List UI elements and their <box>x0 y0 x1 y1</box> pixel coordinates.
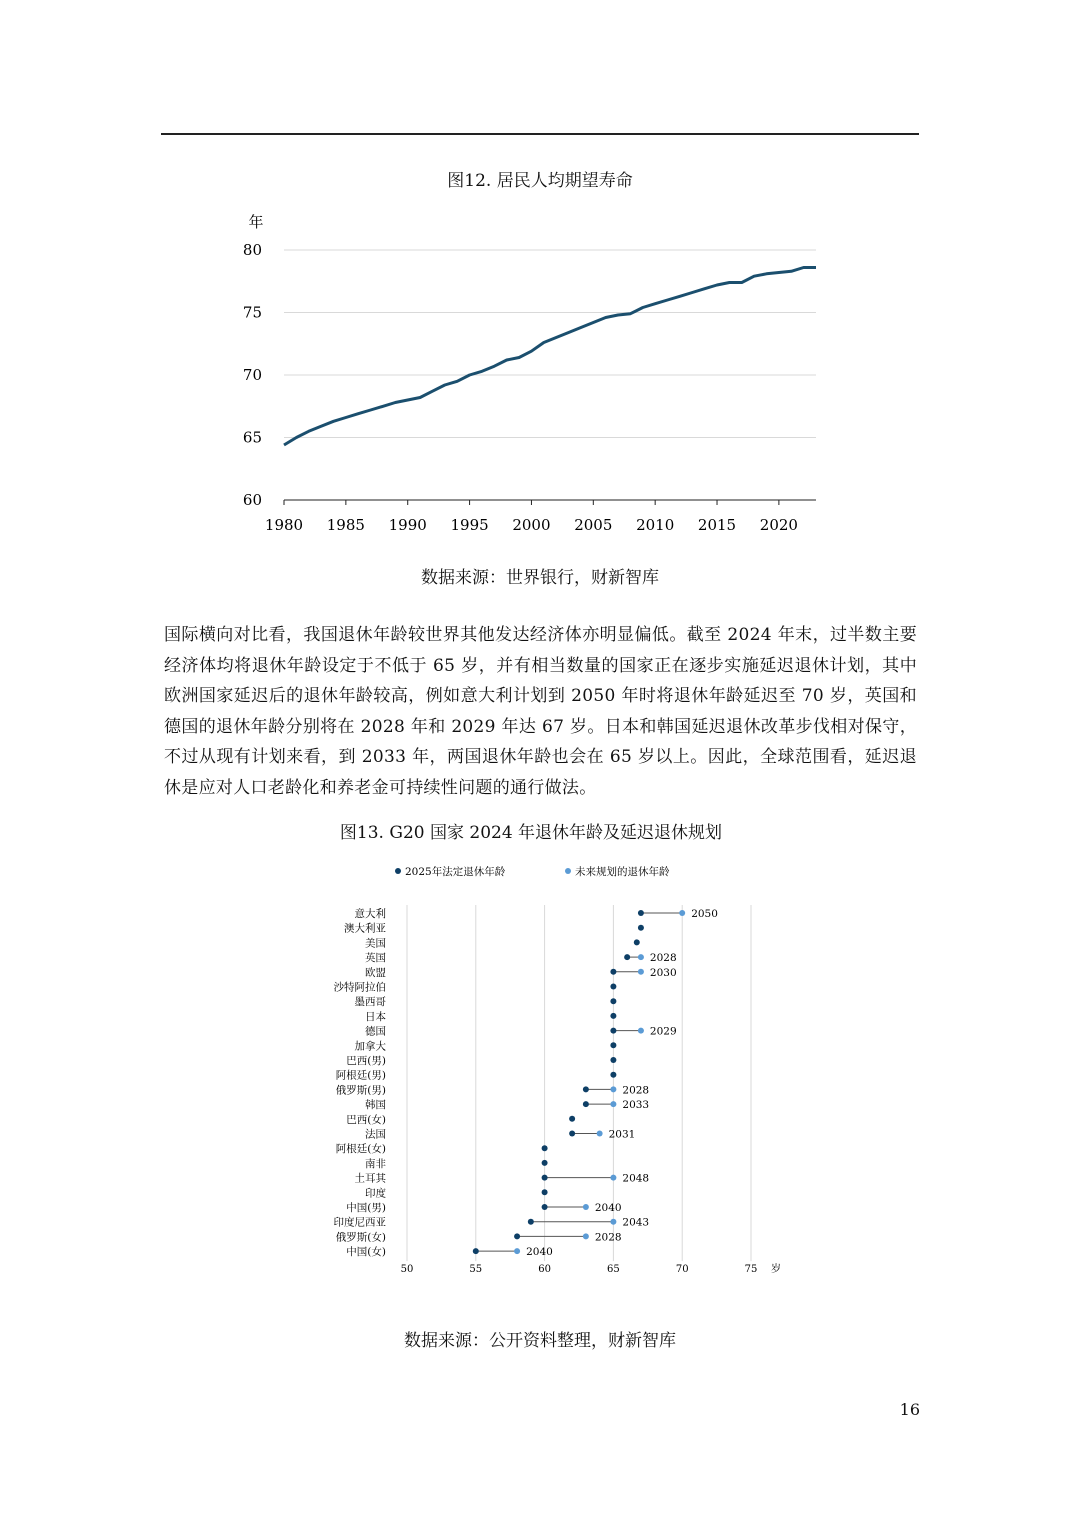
current-age-marker <box>583 1101 589 1107</box>
current-age-marker <box>624 954 630 960</box>
body-paragraph: 国际横向对比看，我国退休年龄较世界其他发达经济体亦明显偏低。截至 2024 年末，过半数主要经济体均将退休年龄设定于不低于 65 岁，并有相当数量的国家正在逐步实施延迟退休计划，其中欧洲国家延迟后的退休年龄较高，例如意大利计划到 2050 年时将退休年龄延迟至 70 岁，英国和德国的退休年龄分别将在 2028 年和 2029 年达 67 岁。日本和韩国延迟退休改革步伐相对保守，不过从现有计划来看，到 2033 年，两国退休年龄也会在 65 岁以上。因此，全球范围看，延迟退休是应对人口老龄化和养老金可持续性问题的通行做法。 <box>164 625 917 798</box>
future-age-marker <box>610 1086 616 1092</box>
future-year-label: 2040 <box>526 1246 553 1259</box>
future-year-label: 2050 <box>691 908 718 920</box>
future-age-marker <box>583 1233 589 1239</box>
page-number: 16 <box>899 1400 920 1419</box>
x-tick-label: 1980 <box>264 516 304 534</box>
future-age-marker <box>514 1248 520 1254</box>
current-age-marker <box>473 1248 479 1254</box>
category-label: 日本 <box>365 1010 386 1023</box>
current-age-marker <box>569 1131 575 1137</box>
y-tick-label: 75 <box>242 303 262 322</box>
current-age-marker <box>542 1189 548 1195</box>
life-expectancy-line <box>284 268 816 446</box>
x-tick-label: 65 <box>607 1264 620 1275</box>
current-age-marker <box>610 1028 616 1034</box>
x-tick-label: 2005 <box>574 516 613 534</box>
category-label: 巴西(女) <box>346 1113 386 1126</box>
category-label: 法国 <box>365 1128 386 1141</box>
category-label: 加拿大 <box>354 1040 386 1053</box>
x-tick-label: 50 <box>400 1264 414 1275</box>
current-age-marker <box>569 1116 575 1122</box>
current-age-marker <box>610 969 616 975</box>
category-label: 土耳其 <box>354 1172 386 1185</box>
y-tick-label: 60 <box>242 491 262 509</box>
current-age-marker <box>610 1072 616 1078</box>
category-label: 中国(女) <box>346 1246 386 1259</box>
current-age-marker <box>610 984 616 990</box>
x-tick-label: 60 <box>538 1264 551 1275</box>
current-age-marker <box>610 1042 616 1048</box>
category-label: 俄罗斯(男) <box>335 1084 386 1097</box>
y-tick-label: 70 <box>242 366 262 384</box>
category-label: 巴西(男) <box>346 1055 386 1067</box>
legend-marker-future <box>565 868 571 874</box>
future-age-marker <box>583 1204 589 1210</box>
legend-label-future: 未来规划的退休年龄 <box>575 866 670 878</box>
category-label: 美国 <box>365 937 386 950</box>
future-age-marker <box>597 1131 603 1137</box>
figure12-source: 数据来源：世界银行，财新智库 <box>421 568 659 588</box>
x-axis-unit-label: 岁 <box>771 1264 781 1275</box>
x-tick-label: 2010 <box>636 516 675 534</box>
future-year-label: 2040 <box>594 1202 622 1214</box>
life-expectancy-chart <box>230 205 830 550</box>
x-tick-label: 70 <box>675 1264 689 1275</box>
future-age-marker <box>638 969 644 975</box>
future-year-label: 2033 <box>622 1099 650 1112</box>
y-tick-label: 65 <box>242 428 262 447</box>
legend-label-current: 2025年法定退休年龄 <box>405 866 506 878</box>
x-tick-label: 55 <box>469 1264 483 1275</box>
x-tick-label: 1985 <box>326 516 365 534</box>
future-age-marker <box>610 1101 616 1107</box>
category-label: 南非 <box>365 1157 386 1170</box>
future-year-label: 2043 <box>622 1216 650 1229</box>
category-label: 中国(男) <box>346 1202 386 1214</box>
x-tick-label: 2000 <box>512 516 551 534</box>
retirement-age-chart <box>320 855 820 1285</box>
current-age-marker <box>528 1219 534 1225</box>
current-age-marker <box>638 925 644 931</box>
current-age-marker <box>610 998 616 1004</box>
future-year-label: 2031 <box>608 1128 636 1141</box>
current-age-marker <box>638 910 644 916</box>
x-tick-label: 75 <box>744 1264 758 1275</box>
future-age-marker <box>610 1175 616 1181</box>
category-label: 俄罗斯(女) <box>335 1231 386 1244</box>
current-age-marker <box>610 1013 616 1019</box>
y-tick-label: 80 <box>242 241 262 259</box>
future-age-marker <box>638 1028 644 1034</box>
x-tick-label: 2020 <box>759 516 798 534</box>
category-label: 墨西哥 <box>354 996 386 1009</box>
category-label: 德国 <box>365 1025 386 1038</box>
category-label: 沙特阿拉伯 <box>333 981 386 994</box>
future-age-marker <box>610 1219 616 1225</box>
category-label: 阿根廷(女) <box>335 1143 386 1156</box>
current-age-marker <box>610 1057 616 1063</box>
figure13-title: 图13. G20 国家 2024 年退休年龄及延迟退休规划 <box>339 823 723 843</box>
figure13-source: 数据来源：公开资料整理，财新智库 <box>404 1331 676 1351</box>
future-age-marker <box>679 910 685 916</box>
current-age-marker <box>583 1086 589 1092</box>
legend-marker-current <box>395 868 401 874</box>
y-axis-unit-label: 年 <box>248 213 264 231</box>
future-year-label: 2048 <box>622 1172 650 1185</box>
category-label: 阿根廷(男) <box>335 1069 386 1082</box>
future-year-label: 2028 <box>649 952 677 965</box>
current-age-marker <box>514 1233 520 1239</box>
current-age-marker <box>542 1204 548 1210</box>
category-label: 澳大利亚 <box>344 922 386 935</box>
figure12-title: 图12. 居民人均期望寿命 <box>447 171 633 191</box>
current-age-marker <box>634 939 640 945</box>
future-year-label: 2028 <box>594 1231 622 1244</box>
category-label: 意大利 <box>354 908 386 920</box>
x-tick-label: 2015 <box>697 516 737 534</box>
category-label: 英国 <box>365 952 386 965</box>
future-year-label: 2028 <box>622 1084 650 1097</box>
header-rule <box>161 133 919 135</box>
category-label: 欧盟 <box>365 966 386 979</box>
category-label: 印度 <box>365 1187 386 1200</box>
x-tick-label: 1990 <box>388 516 427 534</box>
current-age-marker <box>542 1175 548 1181</box>
future-year-label: 2029 <box>649 1025 677 1038</box>
future-age-marker <box>638 954 644 960</box>
x-tick-label: 1995 <box>450 516 489 534</box>
category-label: 韩国 <box>365 1099 386 1112</box>
category-label: 印度尼西亚 <box>333 1216 386 1229</box>
current-age-marker <box>542 1160 548 1166</box>
future-year-label: 2030 <box>649 966 677 979</box>
current-age-marker <box>542 1145 548 1151</box>
